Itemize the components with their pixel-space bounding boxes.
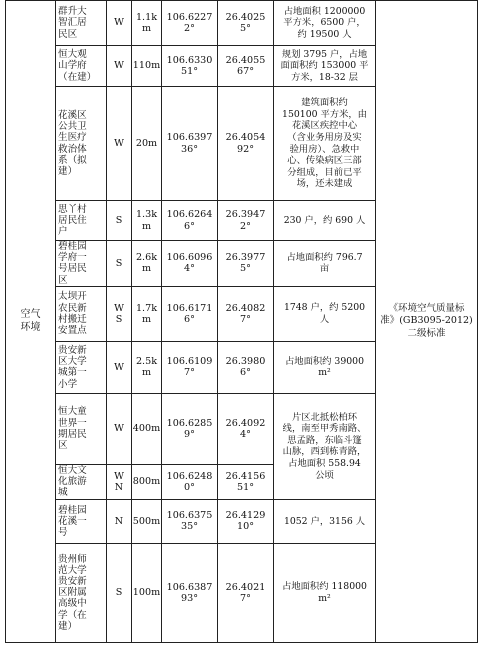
cell-line: 山学府 bbox=[58, 60, 87, 72]
cell-line: 106.6109 bbox=[166, 356, 213, 368]
cell-line: 26.4054 bbox=[225, 132, 266, 144]
cell-line: 106.6387 bbox=[166, 581, 213, 593]
cell-line: 93° bbox=[180, 592, 198, 604]
cell-line: 城 bbox=[58, 487, 68, 499]
site-name-cell bbox=[56, 87, 107, 201]
longitude-cell bbox=[162, 499, 218, 543]
cell-line: 100m bbox=[132, 587, 161, 599]
cell-line: 约 19500 人 bbox=[297, 28, 352, 40]
cell-line: 占地面积 558.94 bbox=[288, 457, 361, 469]
cell-line: 106.6375 bbox=[166, 510, 213, 522]
cell-line: 6° bbox=[184, 313, 195, 325]
cell-line: 51° bbox=[236, 481, 254, 493]
cell-line: 小学 bbox=[58, 378, 78, 390]
cell-line: 安置点 bbox=[58, 325, 87, 337]
cell-line: 碧桂园 bbox=[58, 504, 87, 516]
cell-line: 验用房）、急救中 bbox=[289, 143, 360, 155]
cell-line: （含业务用房及实 bbox=[287, 131, 362, 143]
distance-cell bbox=[132, 1, 162, 46]
longitude-cell bbox=[162, 393, 218, 464]
cell-line: W bbox=[114, 470, 124, 482]
cell-line: 面面积约 153000 平 bbox=[280, 60, 369, 72]
cell-line: 2° bbox=[184, 23, 195, 34]
cell-line: 4° bbox=[240, 428, 251, 440]
cell-line: S bbox=[115, 257, 123, 269]
cell-line: 区大学 bbox=[58, 356, 87, 368]
distance-cell bbox=[132, 87, 162, 201]
sensitive-receptor-table bbox=[5, 0, 478, 643]
cell-line: 110m bbox=[132, 60, 161, 72]
cell-line: 户 bbox=[58, 226, 68, 238]
cell-line: 分组成，目前已平 bbox=[287, 166, 362, 178]
cell-line: 民区 bbox=[58, 28, 78, 40]
cell-line: 1.7k bbox=[135, 302, 158, 314]
latitude-cell bbox=[218, 241, 274, 287]
cell-line: m bbox=[141, 313, 152, 325]
description-cell bbox=[274, 241, 376, 287]
cell-line: 村搬迁 bbox=[58, 313, 87, 325]
cell-line: 20m bbox=[135, 137, 158, 149]
cell-line: 化旅游 bbox=[58, 476, 87, 488]
cell-line: 区 bbox=[58, 274, 68, 286]
cell-line: m bbox=[141, 263, 152, 275]
distance-cell bbox=[132, 341, 162, 393]
latitude-cell bbox=[218, 341, 274, 393]
table-row bbox=[6, 1, 478, 46]
cell-line: S bbox=[115, 313, 123, 325]
cell-line: 106.6227 bbox=[166, 11, 213, 23]
cell-line: 号 bbox=[58, 526, 68, 538]
direction-cell bbox=[107, 1, 132, 46]
cell-line: 城第一 bbox=[58, 367, 87, 379]
site-name-cell bbox=[56, 341, 107, 393]
cell-line: 群升大 bbox=[58, 6, 87, 18]
cell-line: 场，还未建成 bbox=[296, 178, 353, 190]
cell-line: 规划 3795 户，占地 bbox=[281, 48, 368, 60]
cell-line: 准》(GB3095-2012) bbox=[380, 315, 473, 327]
cell-line: 学（在 bbox=[58, 609, 87, 621]
cell-line: 花溪区 bbox=[58, 109, 87, 121]
cell-line: 0° bbox=[184, 481, 195, 493]
table-body bbox=[6, 1, 478, 643]
cell-line: 恒大文 bbox=[58, 465, 87, 476]
cell-line: 思孟路，东临斗篷 bbox=[287, 434, 362, 446]
direction-cell bbox=[107, 87, 132, 201]
cell-line: 500m bbox=[132, 515, 161, 527]
site-name-cell bbox=[56, 464, 107, 499]
cell-line: N bbox=[114, 481, 124, 493]
cell-line: 占地面积约 39000 bbox=[284, 355, 364, 367]
cell-line: 山脉，西到栋青路， bbox=[282, 446, 367, 458]
cell-line: 35° bbox=[180, 521, 198, 533]
site-name-cell bbox=[56, 286, 107, 341]
site-name-cell bbox=[56, 393, 107, 464]
cell-line: 4° bbox=[184, 263, 195, 275]
cell-line: 10° bbox=[236, 521, 254, 533]
direction-cell bbox=[107, 464, 132, 499]
cell-line: 6° bbox=[240, 367, 251, 379]
direction-cell bbox=[107, 46, 132, 87]
cell-line: 农民新 bbox=[58, 302, 87, 314]
cell-line: 人 bbox=[319, 313, 330, 325]
site-name-cell bbox=[56, 46, 107, 87]
cell-line: 恒大观 bbox=[58, 49, 87, 61]
cell-line: 贵安新 bbox=[58, 576, 87, 587]
cell-line: 恒大童 bbox=[58, 406, 87, 418]
longitude-cell bbox=[162, 341, 218, 393]
cell-line: 建） bbox=[58, 620, 78, 632]
cell-line: 心、传染病区三部 bbox=[287, 155, 362, 167]
cell-line: 贵安新 bbox=[58, 344, 87, 356]
cell-line: 106.6096 bbox=[166, 252, 213, 264]
cell-line: 占地面积约 118000 bbox=[282, 581, 367, 593]
distance-cell bbox=[132, 201, 162, 241]
cell-line: 智汇居 bbox=[58, 17, 87, 29]
description-cell bbox=[274, 201, 376, 241]
cell-line: m bbox=[141, 220, 152, 232]
cell-line: 《环境空气质量标 bbox=[388, 302, 465, 314]
latitude-cell bbox=[218, 46, 274, 87]
cell-line: N bbox=[114, 515, 124, 527]
description-cell bbox=[274, 393, 376, 499]
description-cell bbox=[274, 46, 376, 87]
cell-line: 碧桂园 bbox=[58, 241, 87, 252]
cell-line: 9° bbox=[184, 428, 195, 440]
site-name-cell bbox=[56, 543, 107, 642]
cell-line: 建筑面积约 bbox=[301, 97, 348, 109]
direction-cell bbox=[107, 286, 132, 341]
cell-line: 环境 bbox=[20, 322, 41, 334]
cell-line: m² bbox=[318, 367, 331, 379]
cell-line: 106.6330 bbox=[166, 54, 213, 66]
longitude-cell bbox=[162, 1, 218, 46]
cell-line: 片区北抵松柏环 bbox=[291, 411, 358, 423]
cell-line: 230 户，约 690 人 bbox=[283, 214, 366, 226]
cell-line: 106.6264 bbox=[166, 209, 213, 221]
cell-line: 400m bbox=[132, 423, 161, 435]
cell-line: S bbox=[115, 587, 123, 599]
description-cell bbox=[274, 1, 376, 46]
direction-cell bbox=[107, 201, 132, 241]
cell-line: 5° bbox=[240, 263, 251, 275]
cell-line: 5° bbox=[240, 23, 251, 34]
standard-cell bbox=[376, 1, 478, 643]
latitude-cell bbox=[218, 543, 274, 642]
cell-line: 106.6285 bbox=[166, 417, 213, 429]
distance-cell bbox=[132, 393, 162, 464]
cell-line: 26.3980 bbox=[225, 356, 266, 368]
cell-line: 26.3947 bbox=[225, 209, 266, 221]
cell-line: 学府一 bbox=[58, 252, 87, 264]
cell-line: （在建） bbox=[58, 71, 97, 83]
cell-line: 26.4021 bbox=[225, 581, 266, 593]
distance-cell bbox=[132, 286, 162, 341]
cell-line: W bbox=[114, 361, 124, 373]
cell-line: 2.6k bbox=[135, 252, 158, 264]
longitude-cell bbox=[162, 241, 218, 287]
cell-line: 公顷 bbox=[315, 469, 334, 481]
latitude-cell bbox=[218, 1, 274, 46]
cell-line: 106.6248 bbox=[166, 470, 213, 482]
latitude-cell bbox=[218, 393, 274, 464]
description-cell bbox=[274, 286, 376, 341]
cell-line: 92° bbox=[236, 143, 254, 155]
cell-line: 26.4156 bbox=[225, 470, 266, 482]
cell-line: W bbox=[114, 60, 124, 72]
description-cell bbox=[274, 499, 376, 543]
distance-cell bbox=[132, 46, 162, 87]
cell-line: 7° bbox=[240, 313, 251, 325]
distance-cell bbox=[132, 464, 162, 499]
cell-line: W bbox=[114, 137, 124, 149]
cell-line: 世界一 bbox=[58, 417, 87, 429]
cell-line: m bbox=[141, 367, 152, 379]
cell-line: 占地面积约 796.7 bbox=[286, 251, 363, 263]
latitude-cell bbox=[218, 87, 274, 201]
cell-line: 救治体 bbox=[58, 143, 87, 155]
site-name-cell bbox=[56, 241, 107, 287]
description-cell bbox=[274, 543, 376, 642]
cell-line: 1.3k bbox=[135, 209, 158, 221]
longitude-cell bbox=[162, 46, 218, 87]
longitude-cell bbox=[162, 464, 218, 499]
latitude-cell bbox=[218, 464, 274, 499]
cell-line: 51° bbox=[180, 66, 198, 77]
cell-line: 67° bbox=[236, 66, 254, 77]
description-cell bbox=[274, 87, 376, 201]
cell-line: 26.4025 bbox=[225, 11, 266, 23]
cell-line: W bbox=[114, 423, 124, 435]
cell-line: 空气 bbox=[20, 309, 41, 321]
cell-line: 106.6397 bbox=[166, 132, 213, 144]
cell-line: 线，南至甲秀南路、 bbox=[282, 423, 367, 435]
direction-cell bbox=[107, 393, 132, 464]
cell-line: 26.3977 bbox=[225, 252, 266, 264]
cell-line: m² bbox=[318, 592, 331, 604]
cell-line: 亩 bbox=[319, 263, 330, 275]
cell-line: 26.4129 bbox=[225, 510, 266, 522]
cell-line: 36° bbox=[180, 143, 198, 155]
cell-line: 建） bbox=[58, 165, 78, 177]
distance-cell bbox=[132, 241, 162, 287]
distance-cell bbox=[132, 543, 162, 642]
cell-line: 26.4092 bbox=[225, 417, 266, 429]
direction-cell bbox=[107, 543, 132, 642]
cell-line: 贵州师 bbox=[58, 553, 87, 565]
latitude-cell bbox=[218, 286, 274, 341]
cell-line: 7° bbox=[184, 367, 195, 379]
latitude-cell bbox=[218, 499, 274, 543]
cell-line: 1052 户，3156 人 bbox=[283, 515, 366, 527]
direction-cell bbox=[107, 341, 132, 393]
cell-line: 区附属 bbox=[58, 587, 87, 599]
longitude-cell bbox=[162, 543, 218, 642]
cell-line: 范大学 bbox=[58, 564, 87, 576]
cell-line: 思丫村 bbox=[58, 203, 87, 215]
cell-line: 区 bbox=[58, 440, 68, 452]
cell-line: 150100 平方米，由 bbox=[282, 108, 367, 120]
cell-line: 占地面积 1200000 bbox=[283, 5, 366, 17]
cell-line: 太坝开 bbox=[58, 291, 87, 303]
cell-line: 期居民 bbox=[58, 428, 87, 440]
site-name-cell bbox=[56, 1, 107, 46]
cell-line: 1.1k bbox=[135, 11, 158, 23]
cell-line: 公共卫 bbox=[58, 121, 87, 133]
cell-line: 26.4055 bbox=[225, 54, 266, 66]
cell-line: 7° bbox=[240, 592, 251, 604]
cell-line: 106.6171 bbox=[166, 302, 213, 314]
cell-line: W bbox=[114, 302, 124, 314]
cell-line: 高级中 bbox=[58, 598, 87, 610]
cell-line: 800m bbox=[132, 476, 161, 488]
cell-line: m bbox=[141, 23, 152, 34]
cell-line: 居民住 bbox=[58, 214, 87, 226]
longitude-cell bbox=[162, 87, 218, 201]
direction-cell bbox=[107, 241, 132, 287]
cell-line: 26.4082 bbox=[225, 302, 266, 314]
cell-line: 2° bbox=[240, 220, 251, 232]
cell-line: 生医疗 bbox=[58, 132, 87, 144]
direction-cell bbox=[107, 499, 132, 543]
category-cell bbox=[6, 1, 56, 643]
cell-line: 平方米，6500 户， bbox=[283, 17, 366, 29]
longitude-cell bbox=[162, 286, 218, 341]
cell-line: 系（拟 bbox=[58, 154, 87, 166]
cell-line: 方米，18-32 层 bbox=[291, 71, 358, 83]
cell-line: 6° bbox=[184, 220, 195, 232]
cell-line: 花溪区疾控中心 bbox=[291, 120, 358, 132]
cell-line: 1748 户，约 5200 bbox=[283, 302, 366, 314]
distance-cell bbox=[132, 499, 162, 543]
cell-line: 花溪一 bbox=[58, 515, 87, 527]
latitude-cell bbox=[218, 201, 274, 241]
cell-line: 二级标准 bbox=[407, 327, 446, 339]
cell-line: 2.5k bbox=[135, 356, 158, 368]
site-name-cell bbox=[56, 499, 107, 543]
description-cell bbox=[274, 341, 376, 393]
cell-line: 号居民 bbox=[58, 263, 87, 275]
site-name-cell bbox=[56, 201, 107, 241]
cell-line: S bbox=[115, 214, 123, 226]
cell-line: W bbox=[114, 17, 124, 29]
longitude-cell bbox=[162, 201, 218, 241]
